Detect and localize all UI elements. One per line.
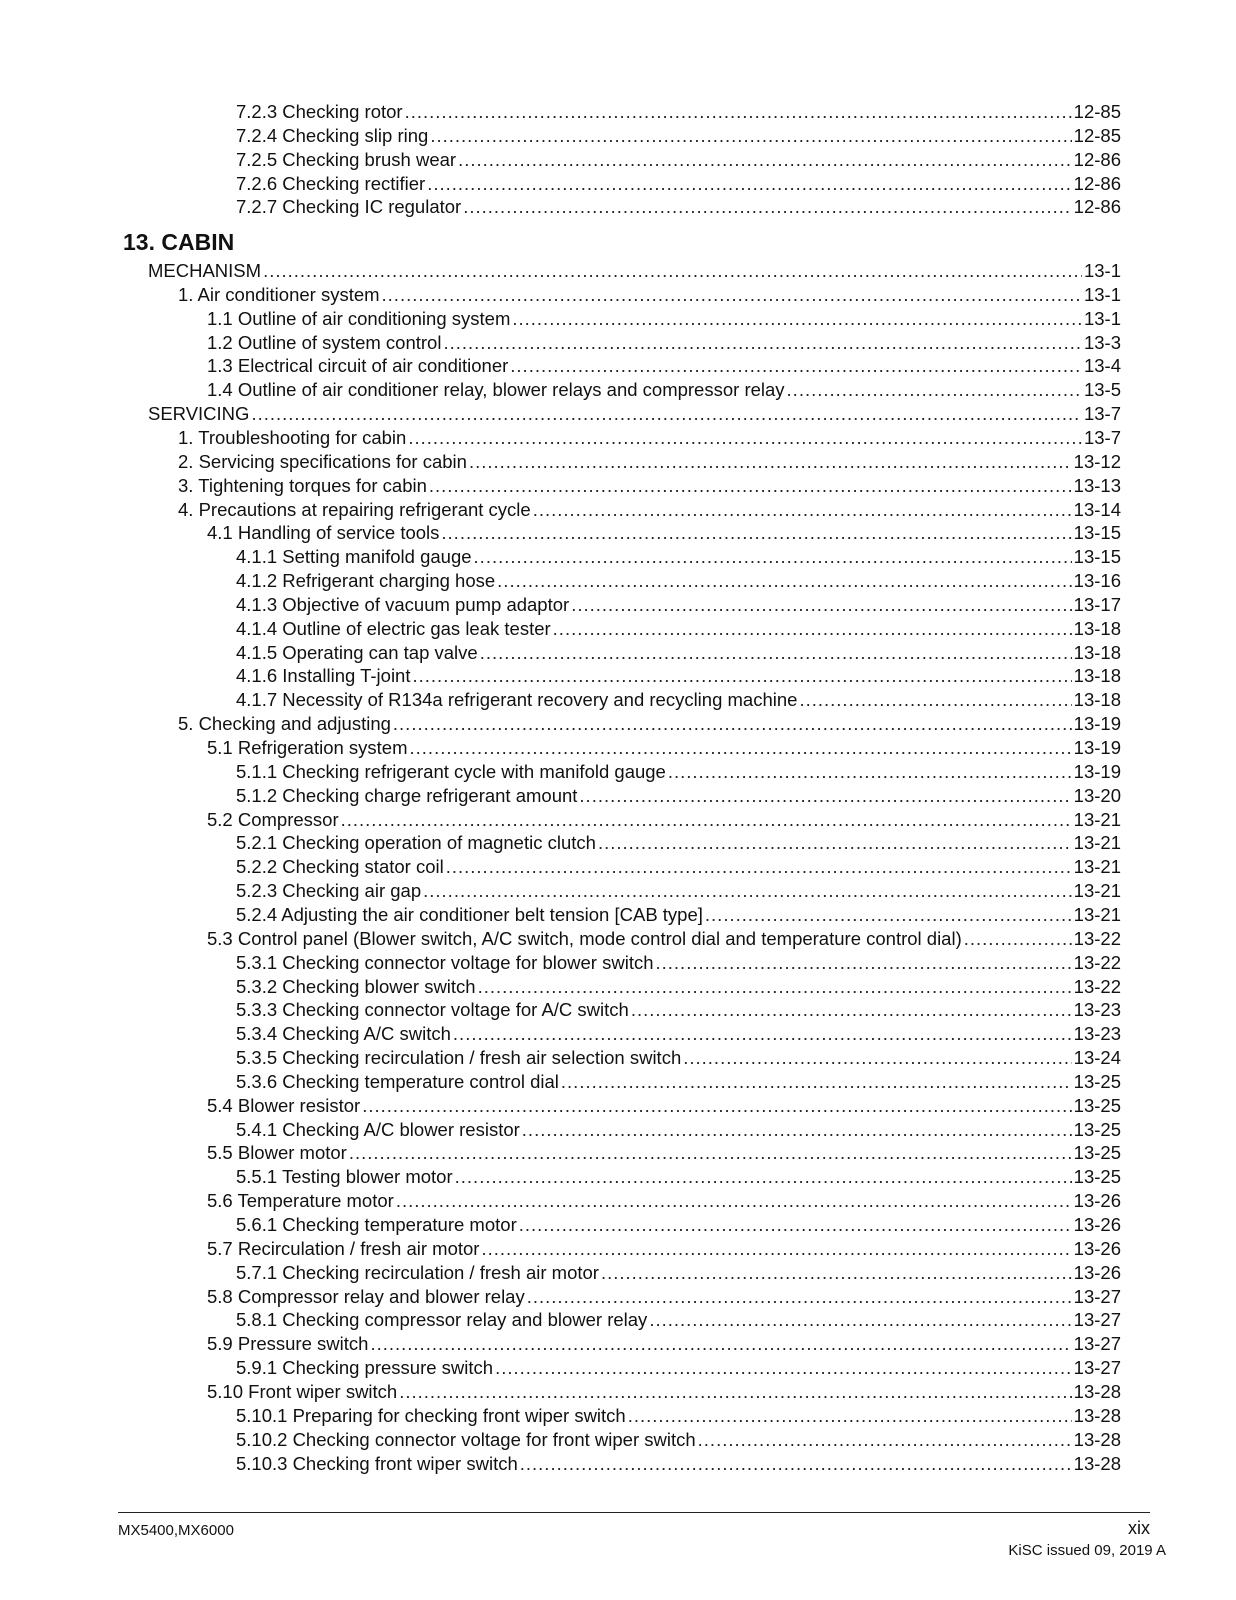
footer-model: MX5400,MX6000 [118,1522,234,1539]
toc-entry-page: 13-28 [1073,1380,1121,1402]
toc-entry-title: 5.1.1 Checking refrigerant cycle with manifold gauge [236,760,666,782]
toc-entry-page: 13-27 [1073,1285,1121,1307]
toc-entry[interactable] [207,1285,1121,1309]
toc-entry[interactable] [207,1380,1121,1404]
toc-entry-title: 1.3 Electrical circuit of air conditioner [207,355,509,377]
toc-entry-page: 13-25 [1073,1118,1121,1140]
toc-entry-title: 5.2.1 Checking operation of magnetic clutch [236,832,596,854]
toc-entry-title: 5.6 Temperature motor [207,1190,394,1212]
dot-leader [427,172,1071,196]
dot-leader [683,1046,1071,1070]
toc-entry-title: 4.1.3 Objective of vacuum pump adaptor [236,593,570,615]
dot-leader [393,712,1072,736]
toc-entry[interactable] [207,307,1121,331]
dot-leader [478,975,1072,999]
toc-entry[interactable] [178,474,1121,498]
toc-entry-page: 13-25 [1073,1070,1121,1092]
dot-leader [469,450,1072,474]
toc-entry-page: 13-18 [1073,641,1121,663]
dot-leader [480,641,1072,665]
dot-leader [520,1452,1072,1476]
dot-leader [362,1094,1071,1118]
toc-entry[interactable] [236,903,1121,927]
toc-entry[interactable] [178,450,1121,474]
toc-entry-page: 13-7 [1083,403,1121,425]
toc-entry-title: 5.2.2 Checking stator coil [236,856,444,878]
toc-entry-title: 1. Troubleshooting for cabin [178,426,407,448]
toc-entry-title: 5.3 Control panel (Blower switch, A/C switch, mode control dial and temperature control dial) [207,927,962,949]
toc-entry-page: 13-13 [1073,474,1121,496]
toc-entry[interactable] [207,927,1121,951]
toc-entry[interactable] [236,124,1121,148]
toc-entry-page: 13-23 [1073,999,1121,1021]
dot-leader [561,1070,1072,1094]
toc-entry-page: 13-21 [1073,832,1121,854]
dot-leader [519,1213,1072,1237]
toc-entry-page: 12-86 [1073,196,1121,218]
toc-entry-title: 1.4 Outline of air conditioner relay, blower relays and compressor relay [207,379,785,401]
dot-leader [370,1332,1071,1356]
toc-entry[interactable] [236,1308,1121,1332]
dot-leader [453,1022,1072,1046]
toc-entry-page: 13-18 [1073,689,1121,711]
dot-leader [396,1189,1072,1213]
toc-entry-title: 4.1.7 Necessity of R134a refrigerant recovery and recycling machine [236,689,798,711]
toc-entry-title: 7.2.7 Checking IC regulator [236,196,462,218]
toc-entry-title: SERVICING [148,403,250,425]
toc-entry[interactable] [178,426,1121,450]
dot-leader [497,569,1072,593]
dot-leader [455,1165,1072,1189]
toc-entry-page: 13-22 [1073,927,1121,949]
toc-entry-page: 13-27 [1073,1357,1121,1379]
footer-page-number: xix [1128,1518,1150,1538]
toc-entry[interactable] [148,259,1121,283]
toc-entry-page: 13-16 [1073,570,1121,592]
toc-entry-page: 13-27 [1073,1309,1121,1331]
toc-entry[interactable] [236,195,1121,219]
dot-leader [413,664,1072,688]
dot-leader [423,879,1072,903]
toc-entry-title: 5.7.1 Checking recirculation / fresh air motor [236,1261,599,1283]
toc-entry[interactable] [148,402,1121,426]
dot-leader [251,402,1082,426]
dot-leader [349,1141,1072,1165]
toc-entry-title: 7.2.3 Checking rotor [236,101,403,122]
toc-entry-page: 13-19 [1073,713,1121,735]
toc-entry[interactable] [236,760,1121,784]
toc-entry-title: 5. Checking and adjusting [178,713,391,735]
toc-entry-title: 5.5.1 Testing blower motor [236,1166,453,1188]
toc-entry[interactable] [236,617,1121,641]
toc-entry-title: 5.4.1 Checking A/C blower resistor [236,1118,520,1140]
toc-entry-page: 13-26 [1073,1190,1121,1212]
toc-entry[interactable] [207,1189,1121,1213]
toc-entry-page: 13-28 [1073,1404,1121,1426]
dot-leader [533,498,1072,522]
toc-entry[interactable] [236,879,1121,903]
toc-entry-title: 7.2.5 Checking brush wear [236,148,457,170]
toc-entry-page: 13-27 [1073,1333,1121,1355]
toc-entry[interactable] [207,1237,1121,1261]
toc-entry[interactable] [236,855,1121,879]
toc-entry-page: 12-86 [1073,148,1121,170]
dot-leader [522,1118,1072,1142]
toc-entry[interactable] [207,331,1121,355]
toc-entry[interactable] [236,1404,1121,1428]
toc-entry-title: 5.9.1 Checking pressure switch [236,1357,494,1379]
dot-leader [458,148,1072,172]
toc-entry-page: 13-25 [1073,1166,1121,1188]
toc-entry-page: 13-18 [1073,617,1121,639]
toc-entry-title: 1. Air conditioner system [178,283,380,305]
toc-entry-title: 5.8 Compressor relay and blower relay [207,1285,525,1307]
toc-entry-page: 13-25 [1073,1142,1121,1164]
toc-entry-page: 13-15 [1073,546,1121,568]
toc-entry-page: 13-21 [1073,880,1121,902]
toc-entry-title: 4. Precautions at repairing refrigerant cycle [178,498,531,520]
toc-entry-title: 5.3.4 Checking A/C switch [236,1023,451,1045]
dot-leader [408,426,1082,450]
toc-entry-title: 1.1 Outline of air conditioning system [207,307,511,329]
toc-entry[interactable] [236,1070,1121,1094]
toc-entry-page: 13-15 [1073,522,1121,544]
toc-entry[interactable] [236,688,1121,712]
toc-entry-page: 13-19 [1073,737,1121,758]
toc-entry-page: 13-22 [1073,975,1121,997]
dot-leader [441,521,1071,545]
toc-entry-page: 13-19 [1073,760,1121,782]
toc-entry[interactable] [236,1022,1121,1046]
toc-entry-page: 13-7 [1083,426,1121,448]
toc-entry[interactable] [236,641,1121,665]
toc-entry-title: 4.1.4 Outline of electric gas leak tester [236,617,551,639]
toc-entry-title: 2. Servicing specifications for cabin [178,450,467,472]
toc-entry-page: 13-21 [1073,903,1121,925]
toc-entry-title: 5.3.2 Checking blower switch [236,975,476,997]
toc-entry-title: 5.2.4 Adjusting the air conditioner belt tension [CAB type] [236,903,703,925]
toc-entry-title: 5.10 Front wiper switch [207,1380,398,1402]
dot-leader [656,951,1072,975]
dot-leader [799,688,1071,712]
toc-entry-title: 5.3.1 Checking connector voltage for blower switch [236,951,654,973]
toc-entry-page: 13-24 [1073,1047,1121,1069]
toc-entry-title: 5.1.2 Checking charge refrigerant amount [236,784,578,806]
toc-entry[interactable] [236,1452,1121,1476]
toc-entry-title: 7.2.4 Checking slip ring [236,124,429,146]
toc-entry-page: 13-3 [1083,331,1121,353]
toc-entry-page: 13-14 [1073,498,1121,520]
dot-leader [579,784,1071,808]
toc-entry-title: 5.9 Pressure switch [207,1333,369,1355]
toc-entry-title: 5.6.1 Checking temperature motor [236,1214,517,1235]
dot-leader [382,283,1082,307]
dot-leader [405,100,1072,124]
toc-entry-title: 5.10.2 Checking connector voltage for front wiper switch [236,1428,696,1450]
dot-leader [463,195,1071,219]
toc-entry[interactable] [236,545,1121,569]
toc-entry-title: 5.3.5 Checking recirculation / fresh air selection switch [236,1047,682,1069]
dot-leader [705,903,1072,927]
dot-leader [553,617,1072,641]
dot-leader [601,1261,1072,1285]
toc-entry-title: 4.1.1 Setting manifold gauge [236,546,472,568]
toc-entry-page: 13-23 [1073,1023,1121,1045]
toc-entry[interactable] [207,521,1121,545]
toc-entry-page: 13-21 [1073,808,1121,830]
toc-entry[interactable] [236,1356,1121,1380]
footer-divider [118,1512,1150,1513]
toc-entry[interactable] [236,100,1121,124]
toc-entry-title: 5.4 Blower resistor [207,1094,361,1116]
toc-entry-page: 13-4 [1083,355,1121,377]
toc-entry-page: 13-25 [1073,1094,1121,1116]
toc-entry-page: 13-5 [1083,379,1121,401]
toc-entry[interactable] [236,172,1121,196]
dot-leader [263,259,1082,283]
dot-leader [429,474,1072,498]
dot-leader [649,1308,1071,1332]
toc-entry[interactable] [207,1094,1121,1118]
toc-entry-page: 13-1 [1083,307,1121,329]
toc-entry-page: 12-86 [1073,172,1121,194]
toc-entry[interactable] [207,736,1121,760]
dot-leader [495,1356,1072,1380]
toc-entry-title: 5.8.1 Checking compressor relay and blower relay [236,1309,648,1331]
dot-leader [430,124,1071,148]
toc-entry-title: 5.2 Compressor [207,808,339,830]
toc-entry-page: 13-26 [1073,1214,1121,1235]
dot-leader [964,927,1072,951]
toc-entry[interactable] [236,1261,1121,1285]
toc-entry[interactable] [236,998,1121,1022]
toc-entry[interactable] [207,1332,1121,1356]
toc-entry-page: 13-26 [1073,1261,1121,1283]
toc-entry-page: 13-20 [1073,784,1121,806]
dot-leader [512,307,1082,331]
toc-entry-page: 13-1 [1083,260,1121,281]
toc-entry[interactable] [236,569,1121,593]
toc-entry-title: 4.1 Handling of service tools [207,522,440,544]
chapter-heading: 13. CABIN [123,229,235,255]
toc-entry[interactable] [236,1046,1121,1070]
toc-entry-page: 13-1 [1083,283,1121,305]
dot-leader [668,760,1072,784]
toc-entry[interactable] [236,784,1121,808]
toc-entry[interactable] [207,1141,1121,1165]
toc-entry-page: 13-12 [1073,450,1121,472]
toc-entry[interactable] [236,1118,1121,1142]
toc-entry[interactable] [236,1165,1121,1189]
dot-leader [598,831,1072,855]
toc-entry-page: 13-28 [1073,1452,1121,1474]
toc-entry-title: 5.7 Recirculation / fresh air motor [207,1237,480,1259]
dot-leader [510,354,1082,378]
toc-entry[interactable] [236,975,1121,999]
toc-entry-page: 13-18 [1073,665,1121,687]
toc-entry-page: 13-28 [1073,1428,1121,1450]
toc-entry-page: 12-85 [1073,124,1121,146]
toc-entry-page: 13-22 [1073,951,1121,973]
toc-entry[interactable] [178,712,1121,736]
toc-entry[interactable] [236,593,1121,617]
toc-entry[interactable] [236,831,1121,855]
toc-entry[interactable] [207,354,1121,378]
dot-leader [571,593,1071,617]
dot-leader [410,736,1072,760]
toc-entry-title: 4.1.5 Operating can tap valve [236,641,478,663]
toc-entry-page: 12-85 [1073,101,1121,122]
footer-issued: KiSC issued 09, 2019 A [1008,1542,1166,1559]
toc-entry[interactable] [178,498,1121,522]
toc-entry-title: 1.2 Outline of system control [207,331,442,353]
toc-entry[interactable] [236,664,1121,688]
toc-entry-title: 3. Tightening torques for cabin [178,474,427,496]
toc-entry-title: MECHANISM [148,260,262,281]
toc-entry-title: 5.3.6 Checking temperature control dial [236,1070,559,1092]
dot-leader [527,1285,1072,1309]
dot-leader [481,1237,1071,1261]
toc-entry-page: 13-21 [1073,856,1121,878]
toc-entry-title: 5.2.3 Checking air gap [236,880,422,902]
dot-leader [787,378,1082,402]
toc-entry-page: 13-17 [1073,593,1121,615]
toc-entry-title: 4.1.6 Installing T-joint [236,665,411,687]
dot-leader [698,1428,1072,1452]
toc-entry-title: 7.2.6 Checking rectifier [236,172,426,194]
dot-leader [341,808,1072,832]
toc-entry-title: 5.1 Refrigeration system [207,737,408,758]
dot-leader [474,545,1072,569]
toc-entry[interactable] [207,378,1121,402]
dot-leader [631,998,1072,1022]
toc-entry[interactable] [236,1213,1121,1237]
toc-entry[interactable] [178,283,1121,307]
toc-entry-title: 5.3.3 Checking connector voltage for A/C switch [236,999,629,1021]
dot-leader [446,855,1072,879]
toc-entry-title: 4.1.2 Refrigerant charging hose [236,570,496,592]
dot-leader [443,331,1082,355]
toc-entry[interactable] [236,951,1121,975]
toc-entry-title: 5.5 Blower motor [207,1142,347,1164]
toc-entry[interactable] [236,148,1121,172]
dot-leader [628,1404,1072,1428]
dot-leader [399,1380,1071,1404]
toc-entry[interactable] [207,808,1121,832]
toc-entry-page: 13-26 [1073,1237,1121,1259]
toc-entry-title: 5.10.3 Checking front wiper switch [236,1452,518,1474]
toc-entry[interactable] [236,1428,1121,1452]
toc-entry-title: 5.10.1 Preparing for checking front wiper switch [236,1404,626,1426]
